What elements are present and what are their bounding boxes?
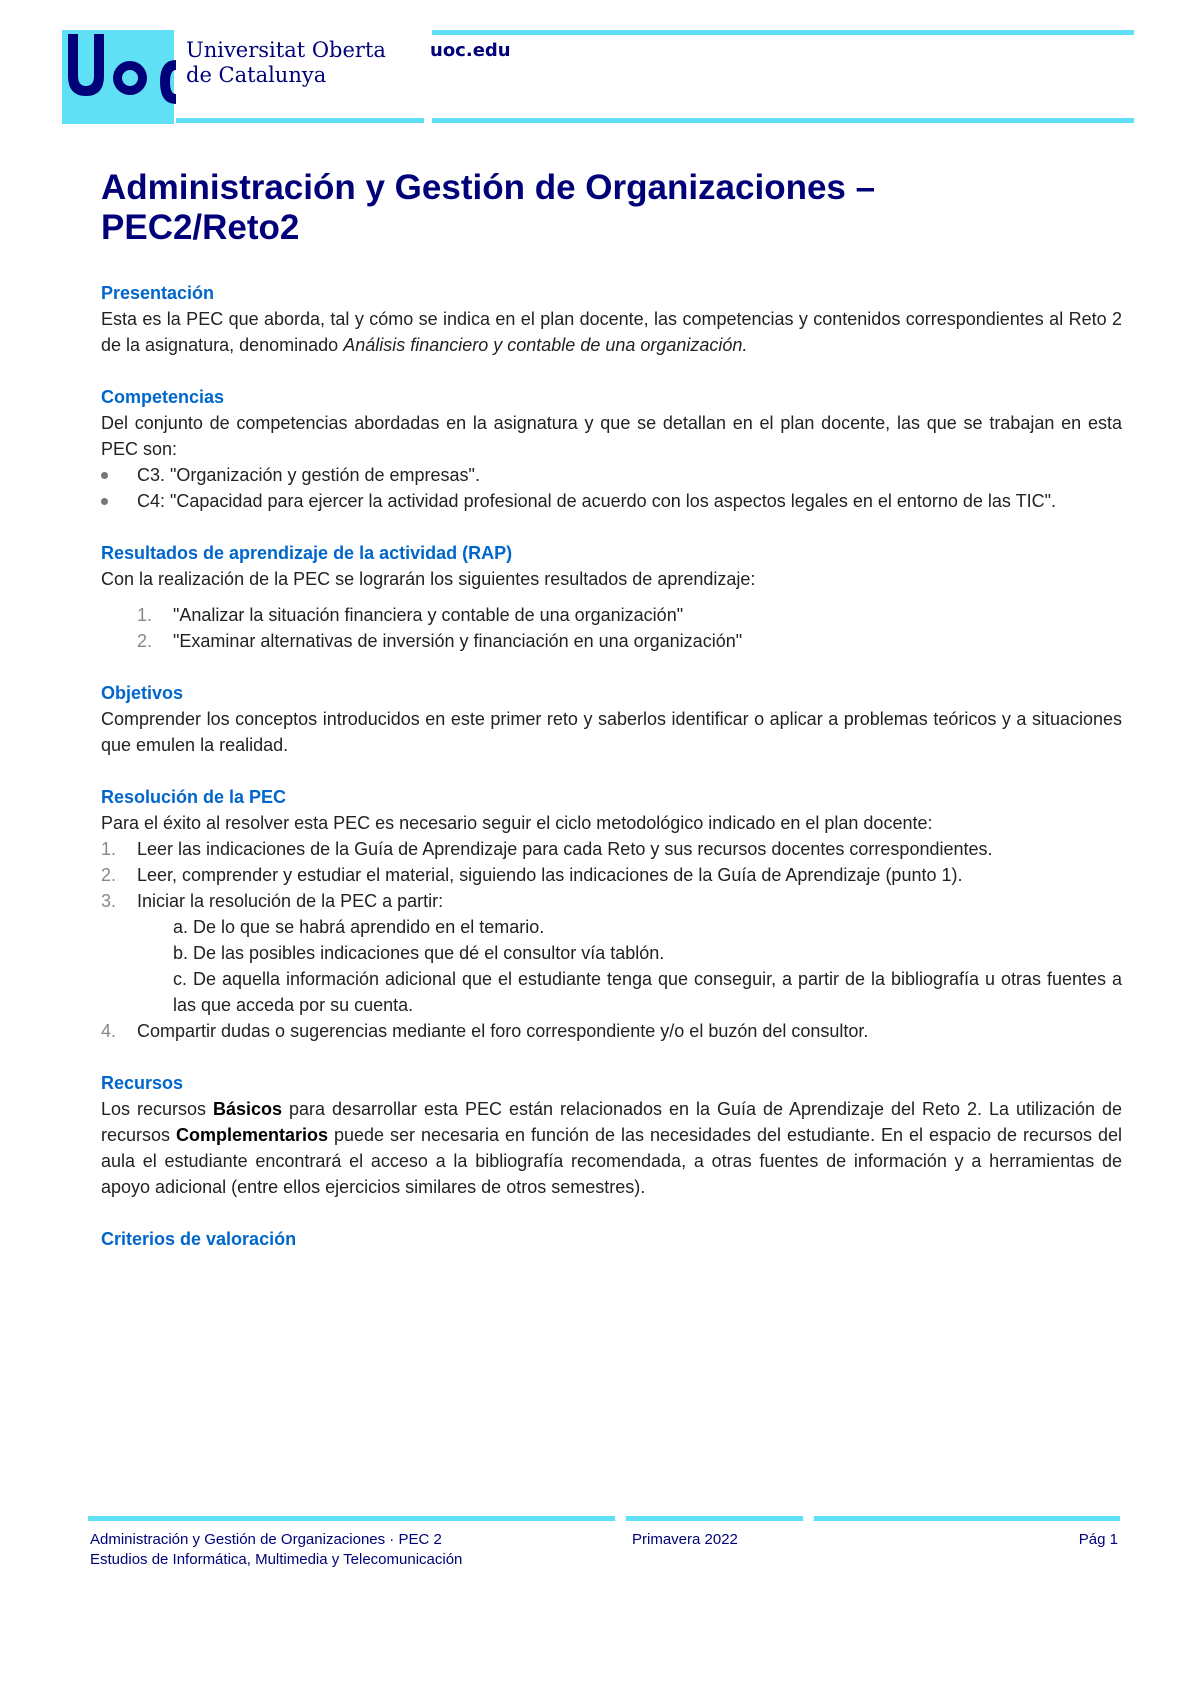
header-rule-bottom-left bbox=[176, 118, 424, 123]
section-heading: Presentación bbox=[101, 283, 215, 303]
footer-semester: Primavera 2022 bbox=[632, 1531, 738, 1548]
text-run: puede ser necesaria en función de las necesidades del estudiante. En el espacio de recursos del aula el estudiante encontrará el acceso a la bibliografía recomendada, a otras fuentes de información y a herramientas de apoyo adicional (entre ellos ejercicios similares de otros semestres). bbox=[101, 1125, 1122, 1197]
section-recursos bbox=[101, 1070, 1122, 1200]
footer-rule bbox=[88, 1516, 1120, 1521]
footer-course-info bbox=[90, 1530, 462, 1570]
header-rule-top bbox=[432, 30, 1134, 35]
section-presentacion bbox=[101, 280, 1122, 358]
section-heading: Recursos bbox=[101, 1073, 184, 1093]
list-number: 1. bbox=[101, 839, 117, 859]
section-resolucion bbox=[101, 784, 1122, 1044]
footer-course-name: Administración y Gestión de Organizaciones · PEC 2 bbox=[90, 1531, 442, 1548]
list-item-text: C3. "Organización y gestión de empresas". bbox=[137, 465, 480, 485]
section-heading: Resultados de aprendizaje de la actividad (RAP) bbox=[101, 543, 513, 563]
footer-studies-name: Estudios de Informática, Multimedia y Telecomunicación bbox=[90, 1551, 463, 1568]
footer-page-number: Pág 1 bbox=[1078, 1531, 1118, 1548]
section-rap bbox=[101, 540, 1122, 654]
bullet-icon bbox=[101, 498, 108, 505]
header-rule-bottom-right bbox=[432, 118, 1134, 123]
list-number: 3. bbox=[101, 891, 117, 911]
document-body bbox=[101, 280, 1122, 1278]
uoc-logo-icon bbox=[64, 30, 176, 124]
text-run: Esta es la PEC que aborda, tal y cómo se indica en el plan docente, las competencias y contenidos correspondientes al Reto 2 de la asignatura, denominado bbox=[101, 309, 1122, 355]
section-heading: Competencias bbox=[101, 387, 225, 407]
italic-title: Análisis financiero y contable de una organización. bbox=[343, 335, 748, 355]
section-criterios bbox=[101, 1226, 1122, 1252]
resolucion-steps bbox=[101, 836, 1122, 1044]
list-item bbox=[101, 836, 1122, 862]
list-item bbox=[101, 602, 1122, 628]
section-heading: Criterios de valoración bbox=[101, 1229, 297, 1249]
list-number: 4. bbox=[101, 1021, 117, 1041]
rap-list bbox=[101, 602, 1122, 654]
list-item bbox=[101, 862, 1122, 888]
sub-list-item: b. De las posibles indicaciones que dé el consultor vía tablón. bbox=[173, 943, 665, 963]
list-item-text: Compartir dudas o sugerencias mediante el foro correspondiente y/o el buzón del consultor. bbox=[137, 1021, 869, 1041]
page-title bbox=[101, 168, 1131, 248]
section-heading: Objetivos bbox=[101, 683, 184, 703]
section-heading: Resolución de la PEC bbox=[101, 787, 287, 807]
section-objetivos bbox=[101, 680, 1122, 758]
section-text: Para el éxito al resolver esta PEC es necesario seguir el ciclo metodológico indicado en el plan docente: bbox=[101, 813, 933, 833]
sub-list-item: a. De lo que se habrá aprendido en el temario. bbox=[173, 917, 545, 937]
university-name-line2: de Catalunya bbox=[186, 63, 327, 87]
page-title-line1: Administración y Gestión de Organizaciones – bbox=[101, 168, 876, 207]
section-text bbox=[101, 306, 1122, 358]
list-item bbox=[101, 888, 1122, 914]
university-name bbox=[186, 38, 386, 88]
section-text bbox=[101, 1096, 1122, 1200]
list-item-text: "Analizar la situación financiera y contable de una organización" bbox=[173, 605, 684, 625]
list-item-text: Leer las indicaciones de la Guía de Aprendizaje para cada Reto y sus recursos docentes correspondientes. bbox=[137, 839, 993, 859]
list-item-text: "Examinar alternativas de inversión y financiación en una organización" bbox=[173, 631, 743, 651]
list-item-text: Leer, comprender y estudiar el material, siguiendo las indicaciones de la Guía de Aprendizaje (punto 1). bbox=[137, 865, 963, 885]
list-item-text: Iniciar la resolución de la PEC a partir: bbox=[137, 891, 444, 911]
section-competencias bbox=[101, 384, 1122, 514]
section-text: Con la realización de la PEC se lograrán los siguientes resultados de aprendizaje: bbox=[101, 569, 756, 589]
section-text: Del conjunto de competencias abordadas en la asignatura y que se detallan en el plan docente, las que se trabajan en esta PEC son: bbox=[101, 413, 1122, 459]
page-title-line2: PEC2/Reto2 bbox=[101, 208, 300, 247]
list-item-text: C4: "Capacidad para ejercer la actividad profesional de acuerdo con los aspectos legales en el entorno de las TIC". bbox=[137, 491, 1056, 511]
list-item bbox=[101, 628, 1122, 654]
section-text: Comprender los conceptos introducidos en este primer reto y saberlos identificar o aplicar a problemas teóricos y a situaciones que emulen la realidad. bbox=[101, 709, 1122, 755]
list-item bbox=[101, 488, 1122, 514]
bold-term: Básicos bbox=[212, 1099, 283, 1119]
sub-list-item: c. De aquella información adicional que el estudiante tenga que conseguir, a partir de la bibliografía u otras fuentes a las que acceda por su cuenta. bbox=[173, 969, 1122, 1015]
bold-term: Complementarios bbox=[176, 1125, 329, 1145]
list-number: 2. bbox=[137, 631, 153, 651]
university-name-line1: Universitat Oberta bbox=[186, 38, 386, 62]
footer-rule-notch bbox=[615, 1513, 626, 1524]
website-link[interactable]: uoc.edu bbox=[430, 40, 511, 61]
list-number: 1. bbox=[137, 605, 153, 625]
list-item bbox=[101, 1018, 1122, 1044]
list-item bbox=[101, 462, 1122, 488]
text-run: para desarrollar esta PEC están relacionados en la Guía de Aprendizaje del Reto 2. La utilización de recursos bbox=[101, 1099, 1122, 1145]
bullet-icon bbox=[101, 472, 108, 479]
list-number: 2. bbox=[101, 865, 117, 885]
footer-rule-notch bbox=[803, 1513, 814, 1524]
text-run: Los recursos bbox=[101, 1099, 213, 1119]
competencias-list bbox=[101, 462, 1122, 514]
